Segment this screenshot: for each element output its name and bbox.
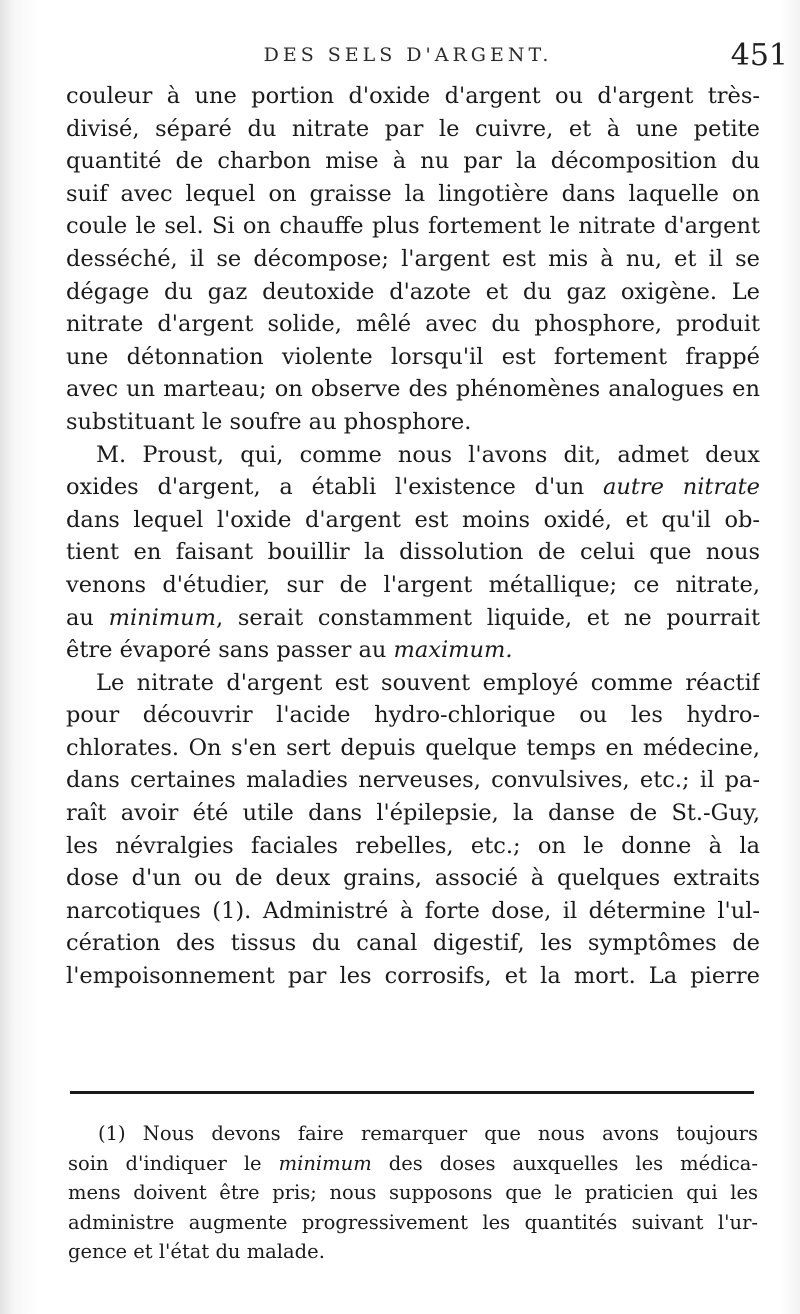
italic-term: minimum [278,1151,372,1175]
text-line: l'empoisonnement par les corrosifs, et la mort. La pierre [66,963,760,990]
text-line: couleur à une portion d'oxide d'argent ou d'argent très- [66,83,760,109]
footnote-line: administre augmente progressivement les quantités suivant l'ur- [68,1210,758,1234]
text-segment: Nous devons faire remarquer que nous avons toujours [142,1122,758,1145]
text-line: tient en faisant bouillir la dissolution de celui que nous [66,539,760,566]
text-line: dans certaines maladies nerveuses, convulsives, etc.; il pa- [66,767,760,794]
text-line: nitrate d'argent solide, mêlé avec du phosphore, produit [66,311,760,338]
text-line: substituant le soufre au phosphore. [66,408,472,435]
text-line: divisé, séparé du nitrate par le cuivre, et à une petite [66,115,760,142]
text-line [66,634,760,667]
page-header [68,38,788,78]
text-line: pour découvrir l'acide hydro-chlorique ou les hydro- [66,702,760,729]
running-head: DES SELS D'ARGENT. [263,44,553,66]
text-line: Le nitrate d'argent est souvent employé comme réactif [96,669,760,696]
text-line: une détonnation violente lorsqu'il est fortement frappé [66,343,760,370]
footnote-line [68,1119,758,1149]
text-line [66,602,760,635]
footnote-line [68,1149,758,1179]
page-number: 451 [730,38,788,73]
text-line: chlorates. On s'en sert depuis quelque temps en médecine, [66,734,760,761]
text-line: dans lequel l'oxide d'argent est moins oxidé, et qu'il ob- [66,506,760,533]
text-line: narcotiques (1). Administré à forte dose, il détermine l'ul- [66,897,760,924]
text-segment: être évaporé sans passer au [66,637,387,664]
text-segment: soin d'indiquer le [68,1151,262,1175]
text-line: quantité de charbon mise à nu par la décomposition du [66,148,760,175]
text-line: suif avec lequel on graisse la lingotière dans laquelle on [66,180,760,207]
italic-term: autre nitrate [602,474,760,501]
footnote-line: mens doivent être pris; nous supposons que le praticien qui les [68,1181,758,1204]
text-line: dose d'un ou de deux grains, associé à quelques extraits [66,865,760,892]
text-line [66,471,760,504]
text-line: raît avoir été utile dans l'épilepsie, la danse de St.-Guy, [66,800,760,827]
footnote [68,1119,758,1267]
text-segment: oxides d'argent, a établi l'existence d'un [66,474,585,501]
text-segment: des doses auxquelles les médica- [388,1151,758,1175]
text-line: avec un marteau; on observe des phénomènes analogues en [66,376,760,403]
text-segment: au [66,604,94,631]
text-line: M. Proust, qui, comme nous l'avons dit, admet deux [96,441,760,468]
text-segment: , serait constamment liquide, et ne pourrait [216,604,760,631]
text-line: les névralgies faciales rebelles, etc.; on le donne à la [66,832,760,859]
body-text [66,80,760,993]
footnote-divider [70,1091,754,1094]
footnote-line: gence et l'état du malade. [68,1240,325,1263]
text-line: desséché, il se décompose; l'argent est mis à nu, et il se [66,245,760,272]
text-line: venons d'étudier, sur de l'argent métallique; ce nitrate, [66,571,760,598]
italic-term: maximum. [393,637,513,664]
text-line: dégage du gaz deutoxide d'azote et du gaz oxigène. Le [66,278,760,305]
text-line: cération des tissus du canal digestif, les symptômes de [66,930,760,957]
footnote-marker: (1) [98,1122,126,1145]
italic-term: minimum [108,604,217,631]
text-line: coule le sel. Si on chauffe plus fortement le nitrate d'argent [66,213,760,240]
